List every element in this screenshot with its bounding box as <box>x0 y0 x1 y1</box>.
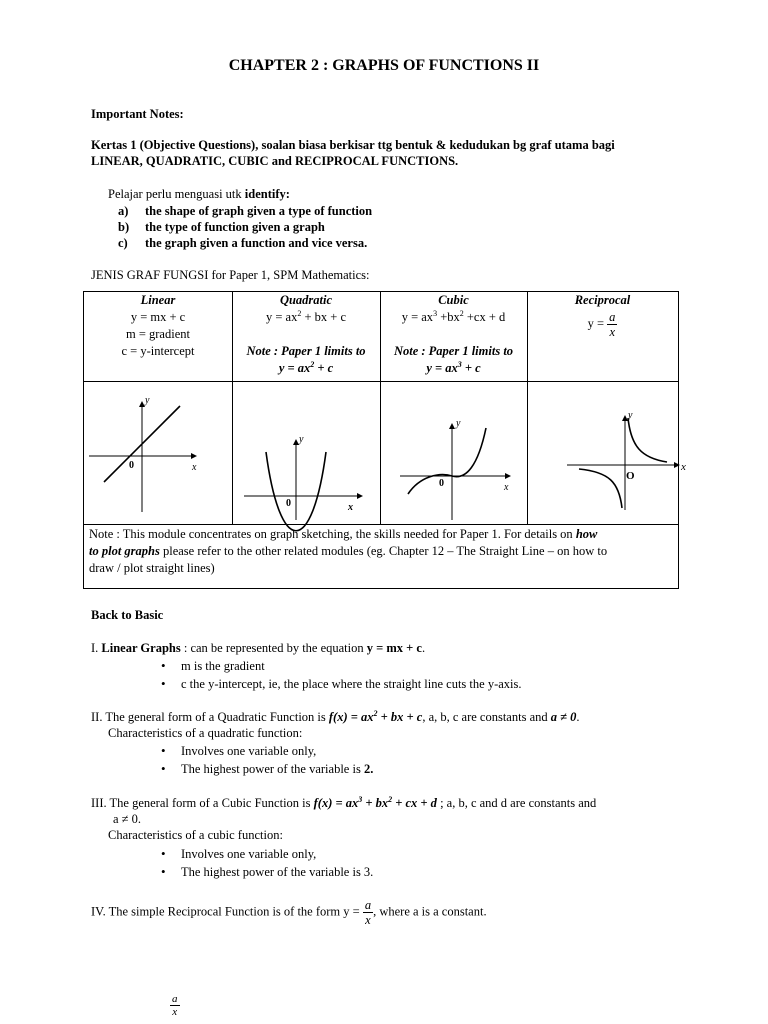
reciprocal-header-cell <box>527 292 678 339</box>
cubic-bullets <box>161 845 373 881</box>
axis-label-y: y <box>299 434 304 445</box>
quadratic-equation: $y = ax^2$ + bx + c <box>265 308 346 324</box>
page-title: CHAPTER 2 : GRAPHS OF FUNCTIONS II <box>228 57 540 74</box>
section-cubic: III. The general form of a Cubic Function is $f(x) = ax^3 + bx^2$ + cx + d ; a, b, c and d are constants and <box>91 794 597 810</box>
reciprocal-equation: y = $\frac{a}{x}$ <box>587 310 616 339</box>
origin-label: 0 <box>129 460 134 471</box>
kertas-line-2: LINEAR, QUADRATIC, CUBIC and RECIPROCAL FUNCTIONS. <box>91 154 459 168</box>
linear-m-note: m = gradient <box>126 327 190 341</box>
origin-label: O <box>626 470 635 482</box>
table-divider <box>84 524 678 525</box>
axis-label-x: x <box>504 482 509 493</box>
cubic-equation: $y = ax^3 +bx^2 +cx + d$ <box>401 308 506 324</box>
axis-label-x: x <box>348 502 353 513</box>
identify-intro-text: Pelajar perlu menguasi utk <box>108 187 245 201</box>
origin-label: 0 <box>439 478 444 489</box>
reciprocal-heading: Reciprocal <box>574 293 631 307</box>
list-item: • The highest power of the variable is 3. <box>161 863 373 881</box>
quadratic-heading: Quadratic <box>279 293 333 307</box>
important-notes-heading: Important Notes: <box>91 107 184 121</box>
identify-marker: c) <box>118 236 128 250</box>
axis-label-y: y <box>456 418 461 429</box>
identify-text: the graph given a function and vice versa. <box>145 236 368 250</box>
quadratic-bullets <box>161 742 373 778</box>
linear-c-note: c = y-intercept <box>121 344 195 358</box>
list-item: • Involves one variable only, <box>161 845 373 863</box>
back-to-basic-heading: Back to Basic <box>91 608 164 622</box>
linear-bullets <box>161 657 522 693</box>
linear-heading: Linear <box>140 293 176 307</box>
list-item: • The highest power of the variable is 2. <box>161 760 373 778</box>
cubic-characteristics: Characteristics of a cubic function: <box>108 828 283 842</box>
axis-label-x: x <box>681 461 686 473</box>
table-note: Note : This module concentrates on graph sketching, the skills needed for Paper 1. For details on how to plot graphs please refer to the other related modules (eg. Chapter 12 – The Straight Line – on how to draw / plot straight lines) <box>89 527 608 575</box>
identify-intro <box>108 187 290 202</box>
linear-header-cell <box>84 292 232 360</box>
linear-equation: y = mx + c <box>130 310 186 324</box>
cubic-header-cell <box>380 292 527 377</box>
section-linear: I. Linear Graphs : can be represented by the equation y = mx + c. <box>91 641 426 655</box>
jenis-graf-caption: JENIS GRAF FUNGSI for Paper 1, SPM Mathematics: <box>91 268 370 282</box>
origin-label: 0 <box>286 498 291 509</box>
bottom-fraction: $\frac{a}{x}$ <box>172 993 178 1018</box>
section-quadratic: II. The general form of a Quadratic Function is $f(x) = ax^2$ + bx + c, a, b, c are constants and a ≠ 0. <box>91 708 580 724</box>
reciprocal-graph-sketch <box>567 410 686 510</box>
identify-item-a <box>118 204 373 219</box>
cubic-paper-note: Note : Paper 1 limits to <box>393 344 514 358</box>
axis-label-y: y <box>628 410 633 421</box>
list-item: • Involves one variable only, <box>161 742 373 760</box>
axis-label-y: y <box>145 395 150 406</box>
identify-text: the type of function given a graph <box>145 220 325 234</box>
cubic-heading: Cubic <box>438 293 469 307</box>
cubic-graph-sketch <box>400 418 510 520</box>
identify-marker: b) <box>118 220 130 234</box>
quadratic-graph-sketch <box>244 434 362 531</box>
identify-word: identify: <box>244 187 290 201</box>
quadratic-paper-note: Note : Paper 1 limits to <box>246 344 366 358</box>
quadratic-characteristics: Characteristics of a quadratic function: <box>108 726 303 740</box>
function-graph-sketches <box>84 382 686 524</box>
quadratic-header-cell <box>232 292 380 377</box>
axis-label-x: x <box>192 462 197 473</box>
linear-graph-sketch <box>89 395 197 512</box>
section-reciprocal: IV. The simple Reciprocal Function is of the form y = $\frac{a}{x}$ , where a is a constant. <box>91 898 487 927</box>
list-item: • m is the gradient <box>161 657 522 675</box>
list-item: • c the y-intercept, ie, the place where the straight line cuts the y-axis. <box>161 675 522 693</box>
function-types-table <box>83 291 686 589</box>
identify-marker: a) <box>118 204 129 218</box>
kertas-line-1: Kertas 1 (Objective Questions), soalan biasa berkisar ttg bentuk & kedudukan bg graf utama bagi <box>91 138 615 152</box>
identify-item-b <box>118 220 325 235</box>
quadratic-paper-eq: $y = ax^2 + c$ <box>278 359 334 375</box>
identify-item-c <box>118 236 368 251</box>
identify-text: the shape of graph given a type of function <box>145 204 373 218</box>
cubic-paper-eq: $y = ax^3 + c$ <box>426 359 481 375</box>
cubic-condition: a ≠ 0. <box>113 812 142 826</box>
